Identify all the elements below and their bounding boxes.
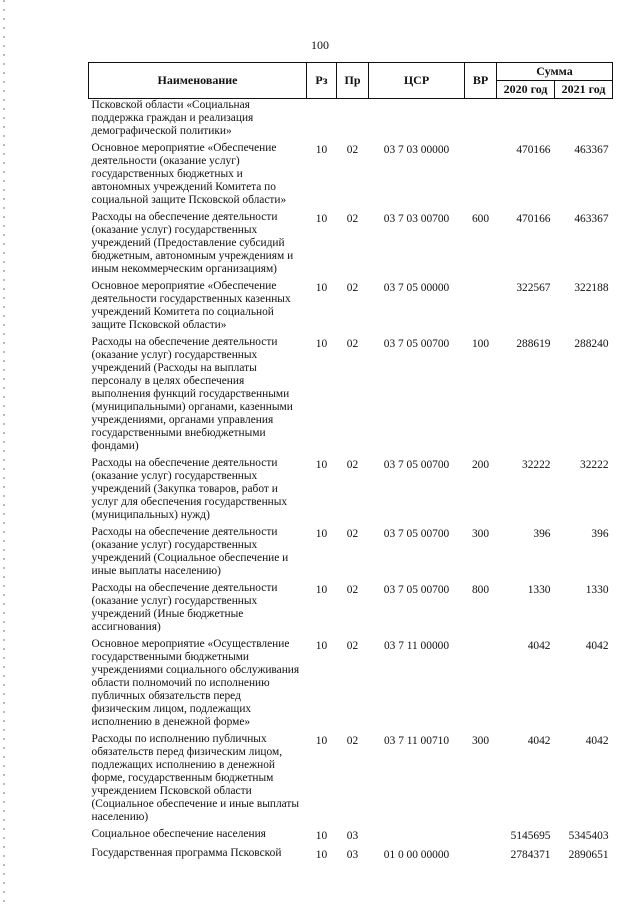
- row-sum-2020: 470166: [516, 213, 551, 225]
- row-rz: 10: [315, 735, 328, 747]
- row-sum-2021: 4042: [585, 735, 609, 747]
- row-sum-2020: 1330: [527, 584, 551, 596]
- header-vr: ВР: [465, 63, 497, 99]
- row-name: Расходы на обеспечение деятельности (оказание услуг) государственных учреждений (Расходы на выплаты персоналу в целях обеспечения выполнения функций государственными (муниципальными) органами, казенными учреждениями, органами управления государственными внебюджетными фондами): [91, 336, 293, 452]
- row-sum-2020: 470166: [516, 144, 551, 156]
- row-sum-2021: 4042: [585, 640, 609, 652]
- row-vr: [465, 142, 497, 207]
- header-year-2020: 2020 год: [497, 81, 555, 99]
- row-sum-2021: 463367: [574, 144, 609, 156]
- table-row: [89, 526, 613, 578]
- row-rz: 10: [315, 459, 328, 471]
- row-name: Основное мероприятие «Обеспечение деятельности государственных казенных учреждений Комитета по социальной защите Псковской области»: [91, 280, 291, 331]
- row-vr: 100: [471, 338, 490, 350]
- row-name: Основное мероприятие «Обеспечение деятельности (оказание услуг) государственных бюджетных и автономных учреждений Комитета по социальной защите Псковской области»: [91, 142, 287, 206]
- row-pr: 02: [346, 213, 359, 225]
- row-sum-2020: 32222: [522, 459, 551, 471]
- table-row: [89, 211, 613, 276]
- row-sum-2021: 32222: [580, 459, 609, 471]
- row-name: Расходы на обеспечение деятельности (оказание услуг) государственных учреждений (Закупка товаров, работ и услуг для обеспечения государственных (муниципальных) нужд): [91, 457, 288, 521]
- row-rz: 10: [315, 830, 328, 842]
- row-vr: 200: [471, 459, 490, 471]
- row-sum-2021: 288240: [574, 338, 609, 350]
- row-name: Расходы на обеспечение деятельности (оказание услуг) государственных учреждений (Предоставление субсидий бюджетным, автономным учреждениям и иным некоммерческим организациям): [91, 211, 294, 275]
- row-rz: 10: [315, 282, 328, 294]
- row-sum-2020: 396: [533, 528, 551, 540]
- row-sum-2020: 322567: [516, 282, 551, 294]
- row-rz: 10: [315, 528, 328, 540]
- table-row: [89, 457, 613, 522]
- row-csr: 03 7 05 00000: [383, 282, 450, 294]
- row-csr: [369, 99, 465, 139]
- row-sum-2021: 396: [591, 528, 609, 540]
- row-sum-2021: 463367: [574, 213, 609, 225]
- row-name: Расходы по исполнению публичных обязательств перед физическим лицом, подлежащих исполнению в денежной форме, государственным бюджетным учреждением Псковской области (Социальное обеспечение и иные выплаты населению): [91, 733, 300, 823]
- row-name: Псковской области «Социальная поддержка граждан и реализация демографической политики»: [91, 99, 254, 137]
- header-rz: Рз: [307, 63, 337, 99]
- row-pr: 02: [346, 144, 359, 156]
- row-csr: 03 7 03 00000: [383, 144, 450, 156]
- row-pr: 02: [346, 282, 359, 294]
- row-sum-2020: [497, 99, 555, 139]
- row-name: Основное мероприятие «Осуществление государственными бюджетными учреждениями социального обслуживания области полномочий по исполнению публичных обязательств перед физическим лицом, подлежащих исполнению в денежной форме»: [91, 638, 300, 728]
- row-pr: 02: [346, 584, 359, 596]
- row-pr: 02: [346, 735, 359, 747]
- table-row: [89, 99, 613, 139]
- table-row: [89, 336, 613, 453]
- header-csr: ЦСР: [369, 63, 465, 99]
- row-pr: [337, 99, 369, 139]
- row-name: Расходы на обеспечение деятельности (оказание услуг) государственных учреждений (Иные бюджетные ассигнования): [91, 582, 278, 633]
- row-csr: 03 7 03 00700: [383, 213, 450, 225]
- table-row: [89, 828, 613, 843]
- row-vr: 300: [471, 735, 490, 747]
- header-pr: Пр: [337, 63, 369, 99]
- row-sum-2020: 4042: [527, 735, 551, 747]
- row-vr: [465, 638, 497, 729]
- row-sum-2020: 4042: [527, 640, 551, 652]
- row-csr: 03 7 11 00000: [383, 640, 450, 652]
- row-sum-2021: 5345403: [568, 830, 609, 842]
- row-vr: 300: [471, 528, 490, 540]
- budget-table: [88, 62, 613, 862]
- row-sum-2020: 288619: [516, 338, 551, 350]
- row-rz: 10: [315, 338, 328, 350]
- row-rz: 10: [315, 144, 328, 156]
- row-pr: 02: [346, 459, 359, 471]
- row-pr: 02: [346, 528, 359, 540]
- table-row: [89, 582, 613, 634]
- row-rz: 10: [315, 849, 328, 861]
- row-name: Расходы на обеспечение деятельности (оказание услуг) государственных учреждений (Социальное обеспечение и иные выплаты населению): [91, 526, 289, 577]
- row-csr: 03 7 11 00710: [383, 735, 450, 747]
- row-name: Государственная программа Псковской: [91, 847, 282, 859]
- row-csr: 03 7 05 00700: [383, 338, 450, 350]
- row-vr: 800: [471, 584, 490, 596]
- row-rz: 10: [315, 640, 328, 652]
- row-rz: 10: [315, 213, 328, 225]
- row-sum-2020: 2784371: [510, 849, 551, 861]
- scan-edge-marks: [3, 0, 5, 905]
- row-vr: [465, 99, 497, 139]
- header-sum: Сумма: [497, 63, 613, 81]
- table-row: [89, 733, 613, 824]
- budget-table-container: [88, 62, 612, 862]
- row-csr: [369, 828, 465, 843]
- row-pr: 02: [346, 338, 359, 350]
- table-row: [89, 142, 613, 207]
- row-csr: 03 7 05 00700: [383, 459, 450, 471]
- row-sum-2021: [555, 99, 613, 139]
- row-sum-2021: 1330: [585, 584, 609, 596]
- row-vr: 600: [471, 213, 490, 225]
- row-name: Социальное обеспечение населения: [91, 828, 266, 840]
- page-number: 100: [311, 38, 329, 52]
- row-vr: [465, 828, 497, 843]
- row-rz: 10: [315, 584, 328, 596]
- table-row: [89, 847, 613, 862]
- row-csr: 03 7 05 00700: [383, 528, 450, 540]
- row-vr: [465, 280, 497, 332]
- row-pr: 03: [346, 830, 359, 842]
- row-pr: 03: [346, 849, 359, 861]
- table-row: [89, 638, 613, 729]
- row-sum-2020: 5145695: [510, 830, 551, 842]
- row-pr: 02: [346, 640, 359, 652]
- table-row: [89, 280, 613, 332]
- row-csr: 01 0 00 00000: [383, 849, 450, 861]
- row-vr: [465, 847, 497, 862]
- row-csr: 03 7 05 00700: [383, 584, 450, 596]
- row-sum-2021: 322188: [574, 282, 609, 294]
- table-body: [89, 99, 613, 863]
- header-name: Наименование: [89, 63, 307, 99]
- header-year-2021: 2021 год: [555, 81, 613, 99]
- row-rz: [307, 99, 337, 139]
- table-header: [89, 63, 613, 99]
- row-sum-2021: 2890651: [568, 849, 609, 861]
